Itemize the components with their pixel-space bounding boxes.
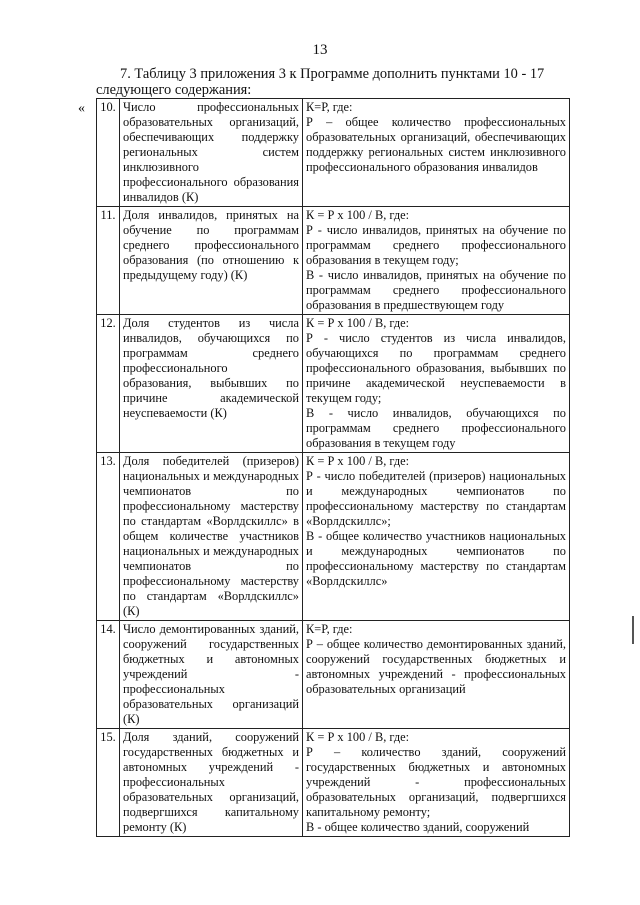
indicator-name: Число демонтированных зданий, сооружений государственных бюджетных и автономных учреждений - профессиональных образовательных организаций (К): [120, 621, 303, 729]
indicator-formula: [303, 453, 570, 621]
formula-line: Р - число победителей (призеров) национальных и международных чемпионатов по профессиональному мастерству по стандартам «Ворлдскиллс»;: [306, 469, 566, 528]
formula-line: К = Р x 100 / В, где:: [306, 316, 410, 330]
formula-line: К=Р, где:: [306, 622, 353, 636]
table-row: [97, 453, 570, 621]
table-row: [97, 315, 570, 453]
table-row: [97, 207, 570, 315]
row-number: 14.: [97, 621, 120, 729]
indicator-name: Число профессиональных образовательных организаций, обеспечивающих поддержку региональных систем инклюзивного профессионального образования инвалидов (К): [120, 99, 303, 207]
indicator-name: Доля победителей (призеров) национальных и международных чемпионатов по профессиональному мастерству по стандартам «Ворлдскиллс» в общем количестве участников национальных и международных чемпионатов по профессиональному мастерству по стандартам «Ворлдскиллс» (К): [120, 453, 303, 621]
formula-line: В - число инвалидов, принятых на обучение по программам среднего профессионального образования в предшествующем году: [306, 268, 566, 312]
formula-line: Р – общее количество профессиональных образовательных организаций, обеспечивающих поддержку региональных систем инклюзивного профессионального образования инвалидов: [306, 115, 566, 174]
formula-line: В - число инвалидов, обучающихся по программам среднего профессионального образования в текущем году: [306, 406, 566, 450]
table-row: [97, 99, 570, 207]
page-number: 13: [312, 42, 328, 58]
table-row: [97, 729, 570, 837]
formula-line: К = Р x 100 / В, где:: [306, 730, 410, 744]
indicator-formula: [303, 99, 570, 207]
formula-line: К = Р x 100 / В, где:: [306, 454, 410, 468]
indicator-formula: [303, 207, 570, 315]
intro-paragraph-line1: 7. Таблицу 3 приложения 3 к Программе дополнить пунктами 10 - 17: [120, 66, 545, 82]
row-number: 10.: [97, 99, 120, 207]
indicator-formula: [303, 315, 570, 453]
formula-line: К = Р x 100 / В, где:: [306, 208, 410, 222]
row-number: 11.: [97, 207, 120, 315]
formula-line: В - общее количество участников национальных и международных чемпионатов по профессиональному мастерству по стандартам «Ворлдскиллс»: [306, 529, 566, 588]
indicator-table-body: [97, 99, 570, 837]
row-number: 13.: [97, 453, 120, 621]
indicator-name: Доля инвалидов, принятых на обучение по программам среднего профессионального образования (по отношению к предыдущему году) (К): [120, 207, 303, 315]
intro-paragraph-line2: следующего содержания:: [96, 82, 252, 98]
formula-line: Р - число инвалидов, принятых на обучение по программам среднего профессионального образования в текущем году;: [306, 223, 566, 267]
opening-quote-mark: «: [78, 101, 85, 116]
row-number: 12.: [97, 315, 120, 453]
indicator-name: Доля зданий, сооружений государственных бюджетных и автономных учреждений - профессиональных образовательных организаций, подвергшихся капитальному ремонту (К): [120, 729, 303, 837]
indicator-formula: [303, 621, 570, 729]
scan-edge-mark: [632, 616, 634, 644]
formula-line: К=Р, где:: [306, 100, 353, 114]
formula-line: Р - число студентов из числа инвалидов, обучающихся по программам среднего профессионального образования, выбывших по причине академической неуспеваемости в текущем году;: [306, 331, 566, 405]
formula-line: Р – общее количество демонтированных зданий, сооружений государственных бюджетных и автономных учреждений - профессиональных образовательных организаций: [306, 637, 566, 696]
indicator-table: [96, 98, 570, 837]
formula-line: Р – количество зданий, сооружений государственных бюджетных и автономных учреждений - профессиональных образовательных организаций, подвергшихся капитальному ремонту;: [306, 745, 566, 819]
formula-line: В - общее количество зданий, сооружений: [306, 820, 530, 834]
row-number: 15.: [97, 729, 120, 837]
indicator-formula: [303, 729, 570, 837]
indicator-name: Доля студентов из числа инвалидов, обучающихся по программам среднего профессионального образования, выбывших по причине академической неуспеваемости (К): [120, 315, 303, 453]
table-row: [97, 621, 570, 729]
